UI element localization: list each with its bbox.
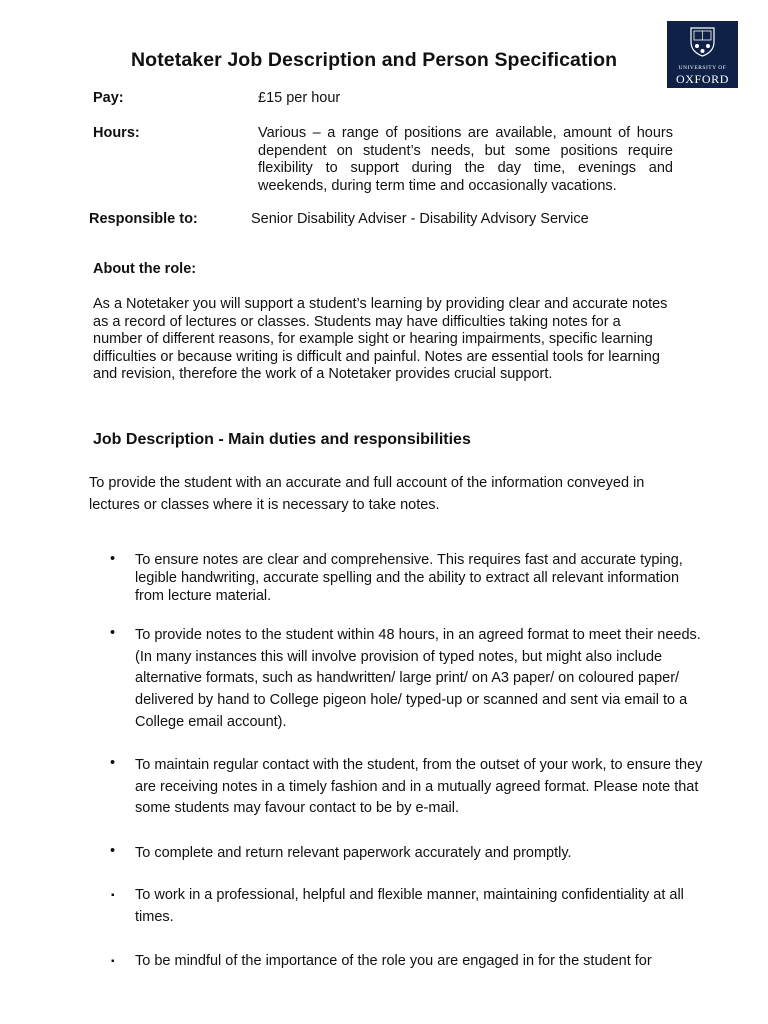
responsible-value: Senior Disability Adviser - Disability Advisory Service xyxy=(251,211,589,227)
duty-text: To work in a professional, helpful and flexible manner, maintaining confidentiality at all times. xyxy=(135,887,684,925)
bullet-marker: • xyxy=(110,625,116,641)
duty-text: To complete and return relevant paperwork accurately and promptly. xyxy=(135,845,572,861)
duty-text: To provide notes to the student within 48 hours, in an agreed format to meet their needs. (In many instances this will involve provision of typed notes, but might also include alternative formats, such as handwritten/ large print/ on A3 paper/ on coloured paper/ delivered by hand to College pigeon hole/ typed-up or scanned and sent via email to a College email account). xyxy=(135,627,701,730)
bullet-marker: • xyxy=(110,755,116,771)
pay-value: £15 per hour xyxy=(258,90,341,106)
bullet-marker: • xyxy=(110,843,116,859)
crest-icon xyxy=(689,26,716,57)
hours-label: Hours: xyxy=(93,125,140,141)
university-logo xyxy=(667,21,738,88)
bullet-marker: ▪ xyxy=(111,956,115,967)
duty-text: To maintain regular contact with the student, from the outset of your work, to ensure they are receiving notes in a timely fashion and in a mutually agreed format. Please note that some students may favour contact to be by e-mail. xyxy=(135,757,703,817)
job-description-intro: To provide the student with an accurate and full account of the information conveyed in lectures or classes where it is necessary to take notes. xyxy=(89,475,645,513)
hours-value: Various – a range of positions are available, amount of hours dependent on student’s needs, but some positions require flexibility to support during the day time, evenings and weekends, during term time and occasionally vacations. xyxy=(258,125,673,194)
page-title: Notetaker Job Description and Person Specification xyxy=(131,49,618,71)
logo-oxford: OXFORD xyxy=(676,72,729,86)
duty-text: To be mindful of the importance of the role you are engaged in for the student for xyxy=(135,953,652,969)
bullet-marker: • xyxy=(110,551,116,567)
job-description-heading: Job Description - Main duties and responsibilities xyxy=(93,431,471,448)
duty-text: To ensure notes are clear and comprehensive. This requires fast and accurate typing, legible handwriting, accurate spelling and the ability to extract all relevant information from lecture material. xyxy=(135,552,683,604)
about-heading: About the role: xyxy=(93,261,197,277)
responsible-label: Responsible to: xyxy=(89,211,198,227)
about-text: As a Notetaker you will support a student’s learning by providing clear and accurate notes as a record of lectures or classes. Students may have difficulties taking notes for a number of different reasons, for example sight or hearing impairments, specific learning difficulties or because writing is difficult and painful. Notes are essential tools for learning and revision, therefore the work of a Notetaker provides crucial support. xyxy=(93,296,668,382)
pay-label: Pay: xyxy=(93,90,124,106)
bullet-marker: ▪ xyxy=(111,890,115,901)
logo-university-of: UNIVERSITY OF xyxy=(678,65,727,71)
